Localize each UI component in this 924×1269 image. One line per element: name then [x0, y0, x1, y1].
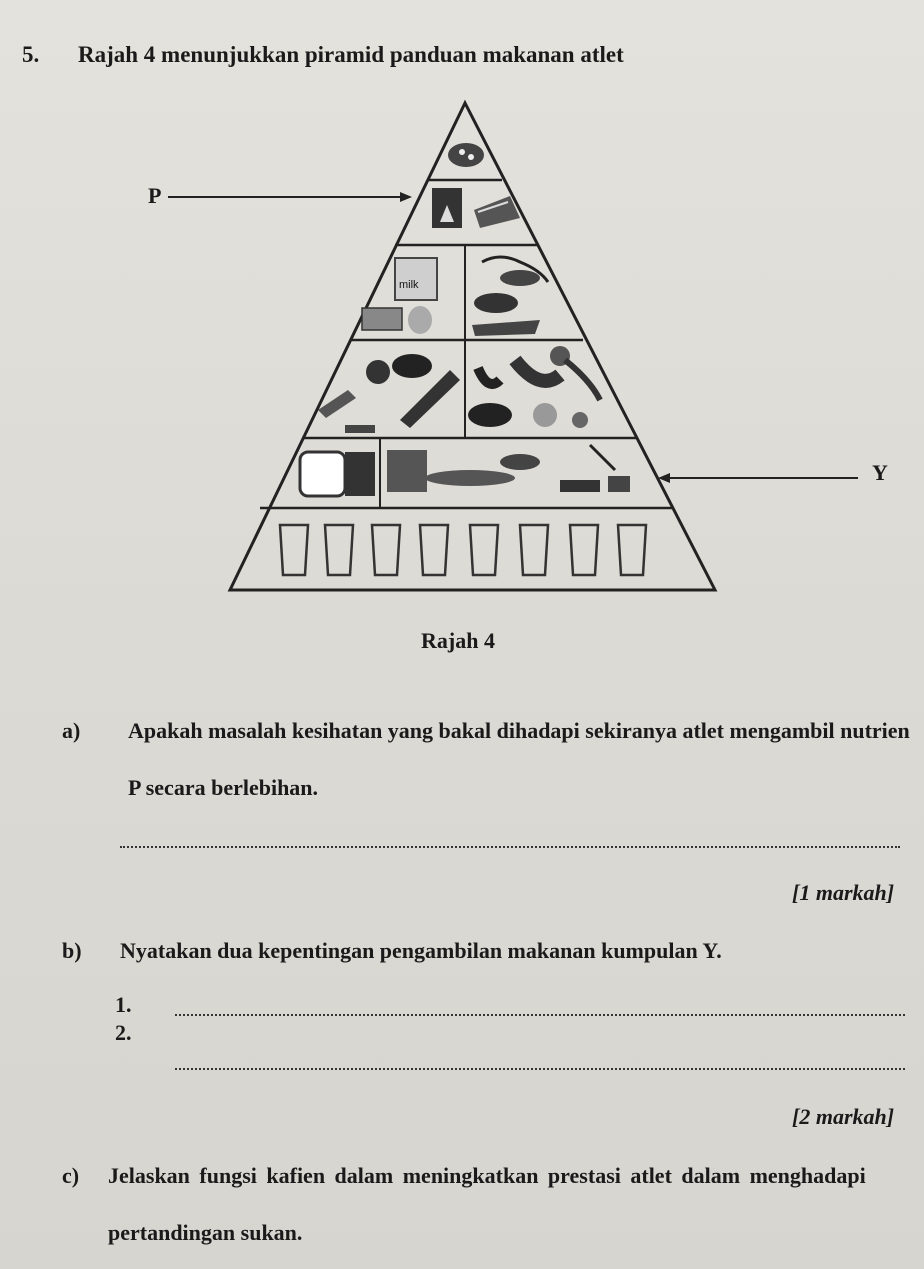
part-a-question-line1: Apakah masalah kesihatan yang bakal dihadapi sekiranya atlet mengambil nutrien: [128, 718, 910, 743]
part-a-answer-line[interactable]: [120, 846, 900, 848]
top-tier-sweets: [448, 143, 484, 167]
pyramid-outline: [230, 103, 715, 590]
question-title: Rajah 4 menunjukkan piramid panduan makanan atlet: [78, 42, 624, 67]
fats-tier: [432, 188, 520, 228]
fruits-group: [468, 346, 600, 428]
part-b-answer-line-1[interactable]: [175, 1014, 905, 1016]
part-a-marks: [1 markah]: [792, 880, 895, 905]
question-number: 5.: [22, 42, 40, 67]
part-c-question-line2: pertandingan sukan.: [108, 1220, 303, 1245]
part-c-question-line1: Jelaskan fungsi kafien dalam meningkatkan prestasi atlet dalam menghadapi: [108, 1163, 866, 1188]
label-p: P: [148, 183, 162, 208]
part-b-item2-number: 2.: [115, 1020, 132, 1045]
part-b-answer-line-2[interactable]: [175, 1068, 905, 1070]
part-b-letter: b): [62, 938, 82, 963]
water-glasses-row: [280, 525, 646, 575]
protein-group: [472, 257, 548, 336]
part-b-item1-number: 1.: [115, 992, 132, 1017]
part-a-letter: a): [62, 718, 81, 743]
part-c-letter: c): [62, 1163, 80, 1188]
label-y: Y: [872, 460, 888, 485]
part-b-question: Nyatakan dua kepentingan pengambilan makanan kumpulan Y.: [120, 938, 722, 963]
carbohydrate-group: [300, 445, 630, 496]
milk-label: milk: [399, 279, 419, 291]
part-b-marks: [2 markah]: [792, 1104, 895, 1129]
arrow-to-p: [168, 192, 412, 202]
arrow-to-y: [658, 473, 858, 483]
part-a-question-line2: P secara berlebihan.: [128, 775, 319, 800]
diagram-caption: Rajah 4: [421, 628, 495, 653]
